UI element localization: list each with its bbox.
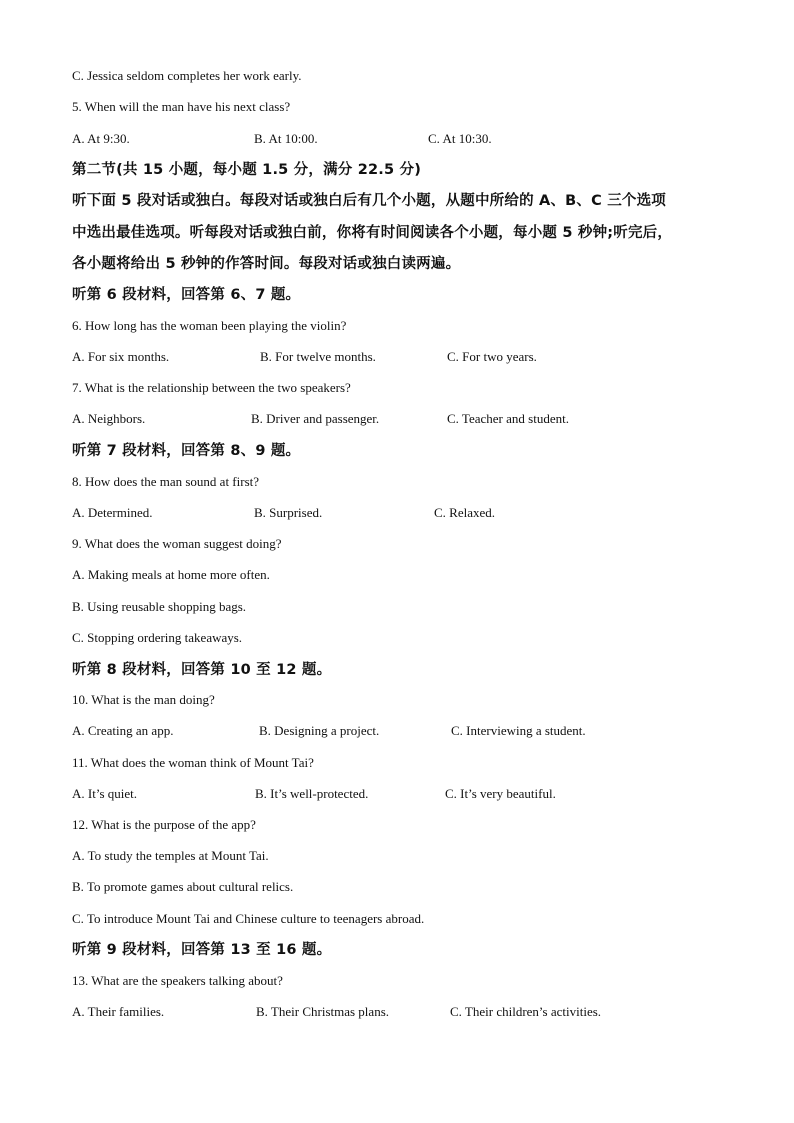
question-8: 8. How does the man sound at first?: [72, 474, 260, 489]
section-2-heading: 第二节(共 15 小题，每小题 1.5 分，满分 22.5 分): [72, 162, 422, 178]
q13-options: [72, 1004, 722, 1020]
q10-options: [72, 723, 722, 739]
q5-option-b: B. At 10:00.: [254, 131, 318, 146]
q6-option-a: A. For six months.: [72, 349, 170, 364]
q9-option-a: A. Making meals at home more often.: [72, 567, 270, 582]
question-9: 9. What does the woman suggest doing?: [72, 536, 282, 551]
q6-option-b: B. For twelve months.: [260, 349, 376, 364]
q6-option-c: C. For two years.: [447, 349, 537, 364]
q4-option-c: C. Jessica seldom completes her work early.: [72, 68, 302, 83]
q12-option-c: C. To introduce Mount Tai and Chinese culture to teenagers abroad.: [72, 911, 425, 926]
question-11: 11. What does the woman think of Mount Tai?: [72, 755, 314, 770]
q13-option-a: A. Their families.: [72, 1004, 165, 1019]
q5-option-a: A. At 9:30.: [72, 131, 130, 146]
instruction-line-1: 听下面 5 段对话或独白。每段对话或独白后有几个小题，从题中所给的 A、B、C 三个选项: [72, 193, 666, 209]
question-13: 13. What are the speakers talking about?: [72, 973, 283, 988]
q7-option-c: C. Teacher and student.: [447, 411, 569, 426]
q11-options: [72, 786, 722, 802]
q6-options: [72, 349, 722, 365]
q9-option-b: B. Using reusable shopping bags.: [72, 599, 247, 614]
q13-option-b: B. Their Christmas plans.: [256, 1004, 390, 1019]
q11-option-c: C. It’s very beautiful.: [445, 786, 556, 801]
q12-option-a: A. To study the temples at Mount Tai.: [72, 848, 269, 863]
q8-options: [72, 505, 722, 521]
q11-option-b: B. It’s well-protected.: [255, 786, 369, 801]
q10-option-b: B. Designing a project.: [259, 723, 380, 738]
instruction-line-2: 中选出最佳选项。听每段对话或独白前，你将有时间阅读各个小题，每小题 5 秒钟;听完后，: [72, 225, 673, 241]
q8-option-c: C. Relaxed.: [434, 505, 496, 520]
q10-option-c: C. Interviewing a student.: [451, 723, 586, 738]
question-12: 12. What is the purpose of the app?: [72, 817, 256, 832]
material-7-heading: 听第 7 段材料，回答第 8、9 题。: [72, 443, 301, 459]
q7-option-b: B. Driver and passenger.: [251, 411, 380, 426]
q5-option-c: C. At 10:30.: [428, 131, 492, 146]
material-6-heading: 听第 6 段材料，回答第 6、7 题。: [72, 287, 301, 303]
q10-option-a: A. Creating an app.: [72, 723, 174, 738]
q7-option-a: A. Neighbors.: [72, 411, 146, 426]
q8-option-b: B. Surprised.: [254, 505, 323, 520]
q9-option-c: C. Stopping ordering takeaways.: [72, 630, 243, 645]
q13-option-c: C. Their children’s activities.: [450, 1004, 602, 1019]
q12-option-b: B. To promote games about cultural relics.: [72, 879, 294, 894]
question-6: 6. How long has the woman been playing the violin?: [72, 318, 347, 333]
q5-options: [72, 131, 722, 147]
question-5: 5. When will the man have his next class?: [72, 99, 291, 114]
q7-options: [72, 411, 722, 427]
question-10: 10. What is the man doing?: [72, 692, 215, 707]
material-9-heading: 听第 9 段材料，回答第 13 至 16 题。: [72, 942, 332, 958]
question-7: 7. What is the relationship between the two speakers?: [72, 380, 351, 395]
q11-option-a: A. It’s quiet.: [72, 786, 137, 801]
q8-option-a: A. Determined.: [72, 505, 153, 520]
instruction-line-3: 各小题将给出 5 秒钟的作答时间。每段对话或独白读两遍。: [72, 256, 461, 272]
material-8-heading: 听第 8 段材料，回答第 10 至 12 题。: [72, 662, 332, 678]
